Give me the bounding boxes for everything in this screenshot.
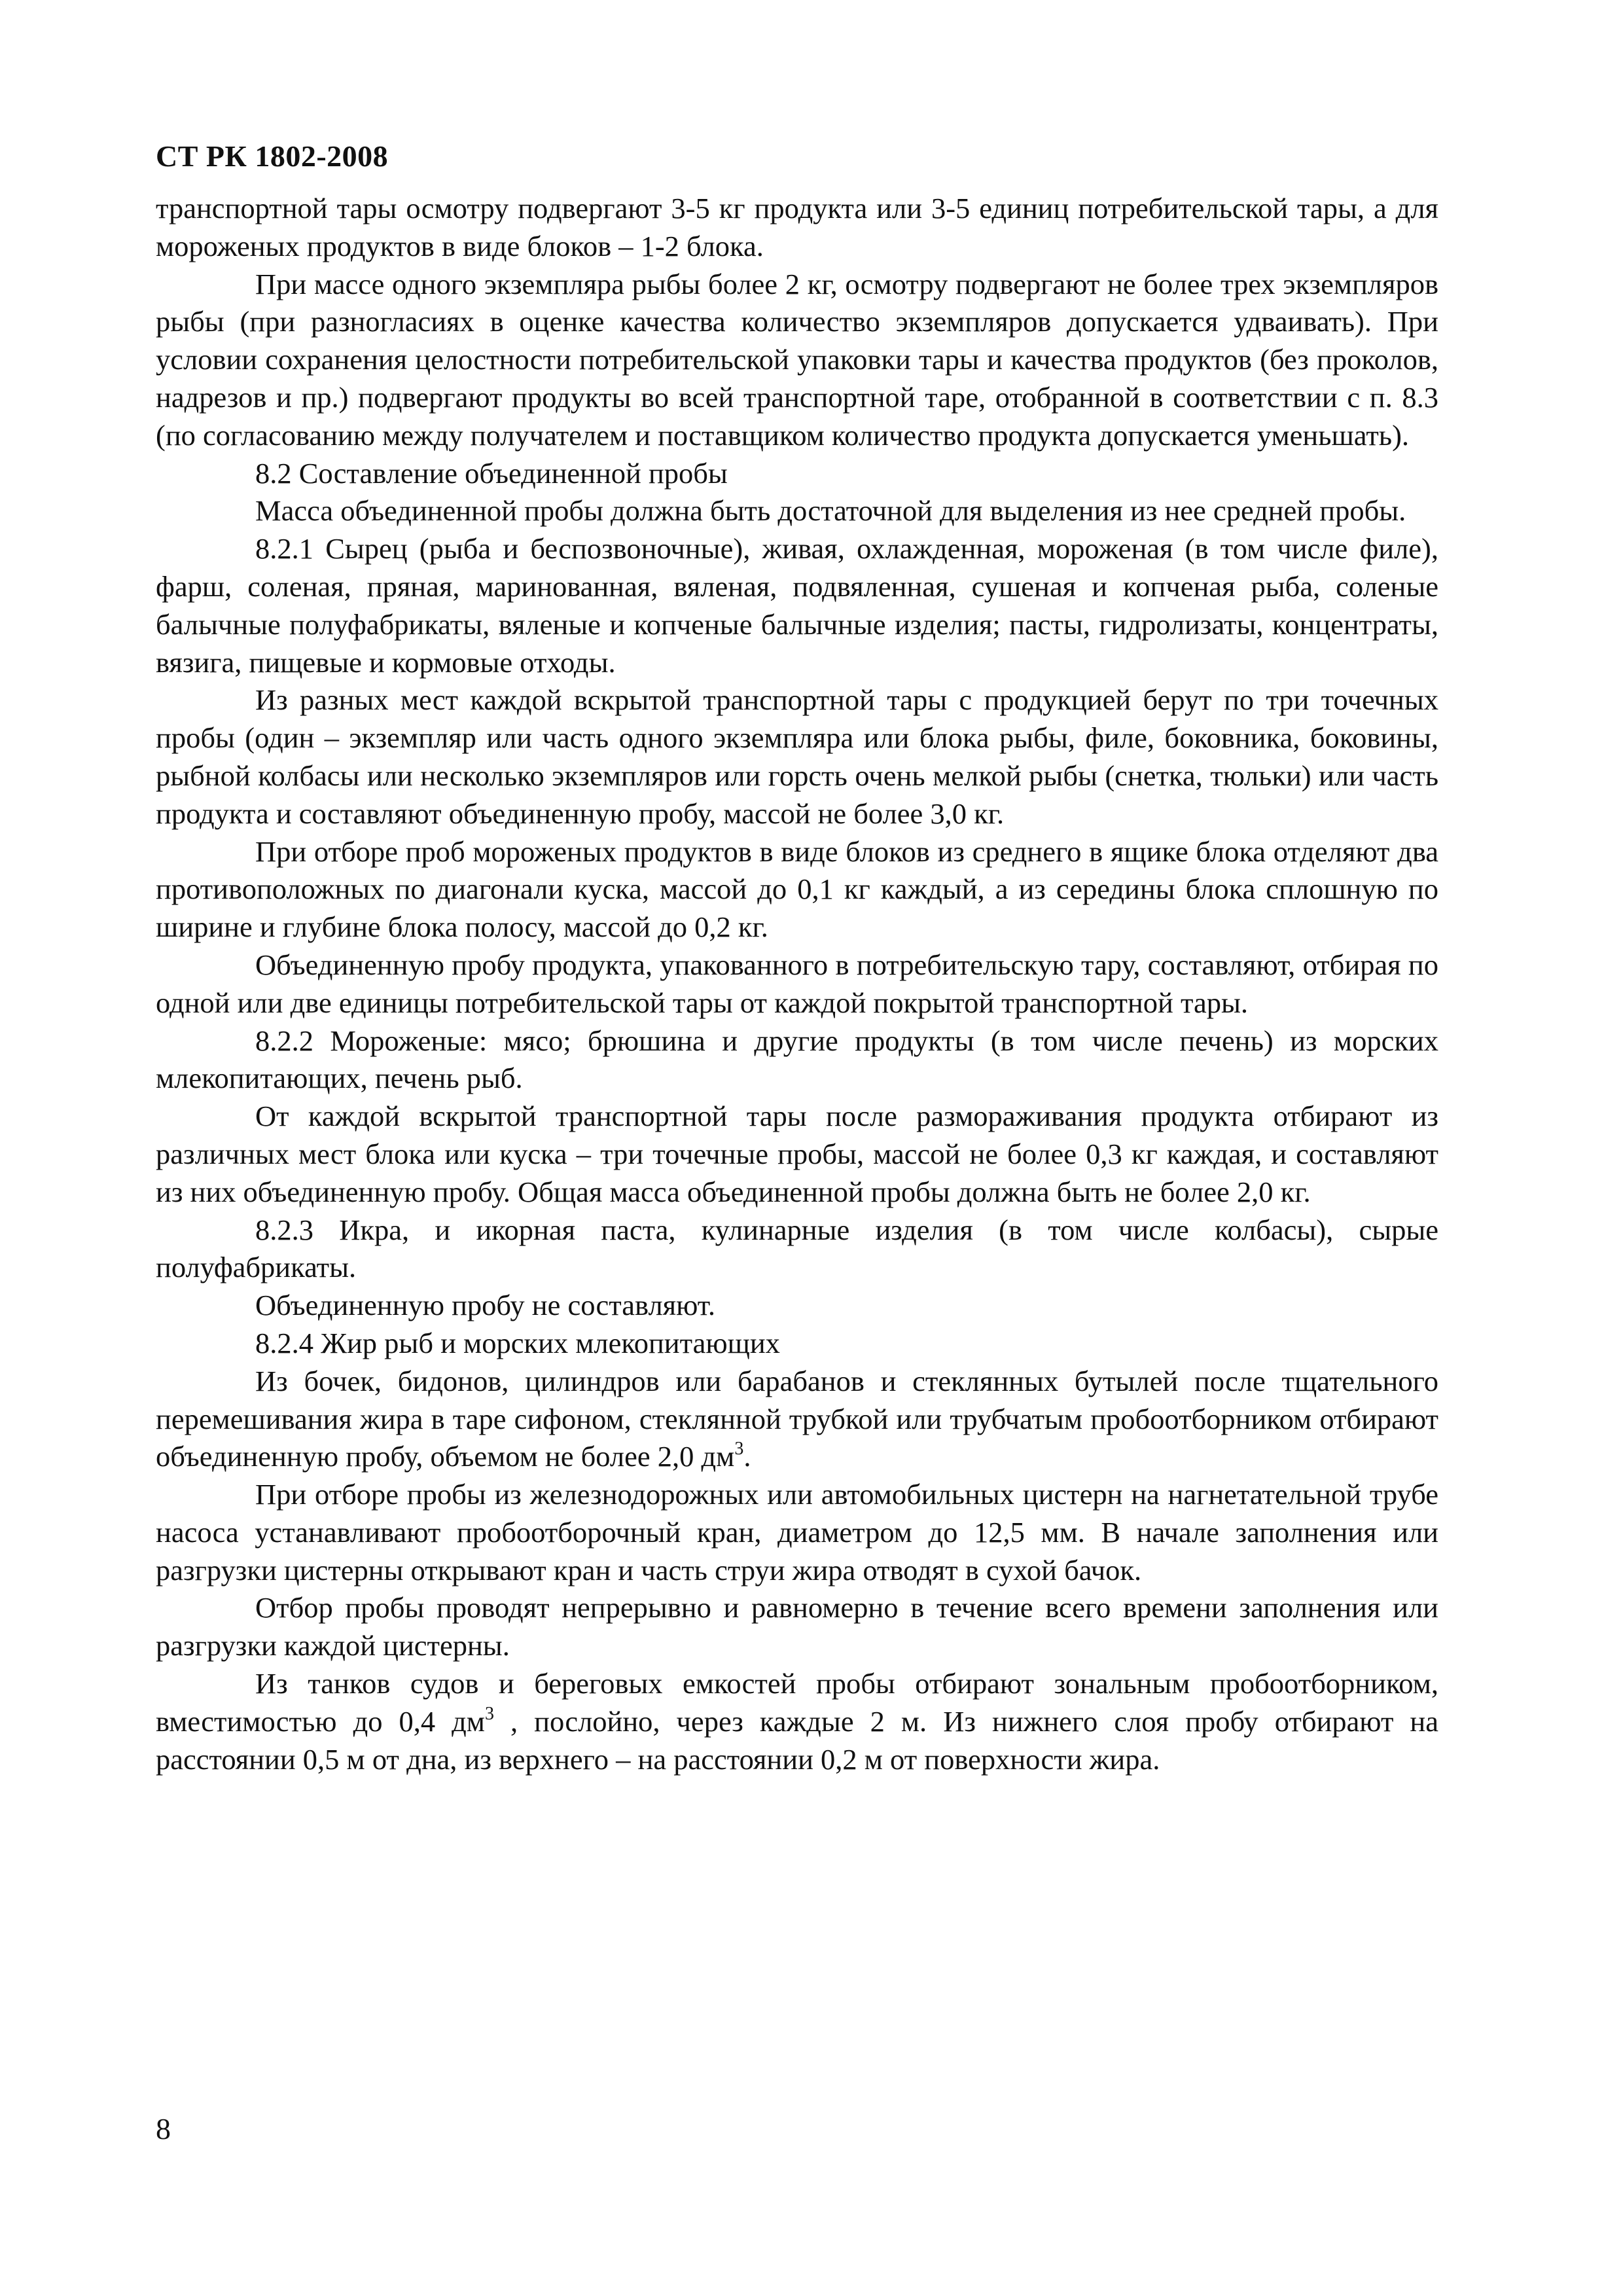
paragraph: От каждой вскрытой транспортной тары после размораживания продукта отбирают из различных мест блока или куска – три точечные пробы, массой не более 0,3 кг каждая, и составляют из них объединенную пробу. Общая масса объединенной пробы должна быть не более 2,0 кг. <box>156 1100 1438 1208</box>
section-8-2-3: 8.2.3 Икра, и икорная паста, кулинарные изделия (в том числе колбасы), сырые полуфабрикаты. <box>156 1213 1438 1284</box>
superscript: 3 <box>484 1703 494 1724</box>
section-heading-8-2-4: 8.2.4 Жир рыб и морских млекопитающих <box>255 1326 780 1359</box>
paragraph: При массе одного экземпляра рыбы более 2 кг, осмотру подвергают не более трех экземпляров рыбы (при разногласиях в оценке качества количество экземпляров допускается удваивать). При условии сохранения целостности потребительской упаковки тары и качества продуктов (без проколов, надрезов и пр.) подвергают продукты во всей транспортной таре, отобранной в соответствии с п. 8.3 (по согласованию между получателем и поставщиком количество продукта допускается уменьшать). <box>156 267 1438 452</box>
section-8-2-2: 8.2.2 Мороженые: мясо; брюшина и другие продукты (в том числе печень) из морских млекопитающих, печень рыб. <box>156 1024 1438 1095</box>
paragraph: транспортной тары осмотру подвергают 3-5 кг продукта или 3-5 единиц потребительской тары, а для мороженых продуктов в виде блоков – 1-2 блока. <box>156 192 1438 262</box>
superscript: 3 <box>734 1439 744 1460</box>
document-body <box>156 190 1438 1778</box>
paragraph: Объединенную пробу продукта, упакованного в потребительскую тару, составляют, отбирая по одной или две единицы потребительской тары от каждой покрытой транспортной тары. <box>156 948 1438 1019</box>
section-heading-8-2: 8.2 Составление объединенной пробы <box>255 456 728 490</box>
paragraph: Из разных мест каждой вскрытой транспортной тары с продукцией берут по три точечных пробы (один – экземпляр или часть одного экземпляра или блока рыбы, филе, боковника, боковины, рыбной колбасы или несколько экземпляров или горсть очень мелкой рыбы (снетка, тюльки) или часть продукта и составляют объединенную пробу, массой не более 3,0 кг. <box>156 683 1438 830</box>
page-number: 8 <box>156 2112 171 2145</box>
paragraph: Отбор пробы проводят непрерывно и равномерно в течение всего времени заполнения или разгрузки каждой цистерны. <box>156 1591 1438 1662</box>
paragraph: При отборе проб мороженых продуктов в виде блоков из среднего в ящике блока отделяют два противоположных по диагонали куска, массой до 0,1 кг каждый, а из середины блока сплошную по ширине и глубине блока полосу, массой до 0,2 кг. <box>156 834 1438 944</box>
paragraph: Объединенную пробу не составляют. <box>255 1289 716 1322</box>
paragraph: Из танков судов и береговых емкостей пробы отбирают зональным пробоотборником, вместимостью до 0,4 $дм^3$ , послойно, через каждые 2 м. Из нижнего слоя пробу отбирают на расстоянии 0,5 м от дна, из верхнего – на расстоянии 0,2 м от поверхности жира. <box>156 1667 1438 1776</box>
paragraph: Масса объединенной пробы должна быть достаточной для выделения из нее средней пробы. <box>255 494 1406 528</box>
document-code-header: СТ РК 1802-2008 <box>156 139 389 173</box>
section-8-2-1: 8.2.1 Сырец (рыба и беспозвоночные), живая, охлажденная, мороженая (в том числе филе), фарш, соленая, пряная, маринованная, вяленая, подвяленная, сушеная и копченая рыба, соленые балычные полуфабрикаты, вяленые и копченые балычные изделия; пасты, гидролизаты, концентраты, вязига, пищевые и кормовые отходы. <box>156 532 1438 679</box>
paragraph: Из бочек, бидонов, цилиндров или барабанов и стеклянных бутылей после тщательного перемешивания жира в таре сифоном, стеклянной трубкой или трубчатым пробоотборником отбирают объединенную пробу, объемом не более 2,0 $дм^3$. <box>156 1364 1438 1473</box>
paragraph: При отборе пробы из железнодорожных или автомобильных цистерн на нагнетательной трубе насоса устанавливают пробоотборочный кран, диаметром до 12,5 мм. В начале заполнения или разгрузки цистерны открывают кран и часть струи жира отводят в сухой бачок. <box>156 1478 1438 1587</box>
